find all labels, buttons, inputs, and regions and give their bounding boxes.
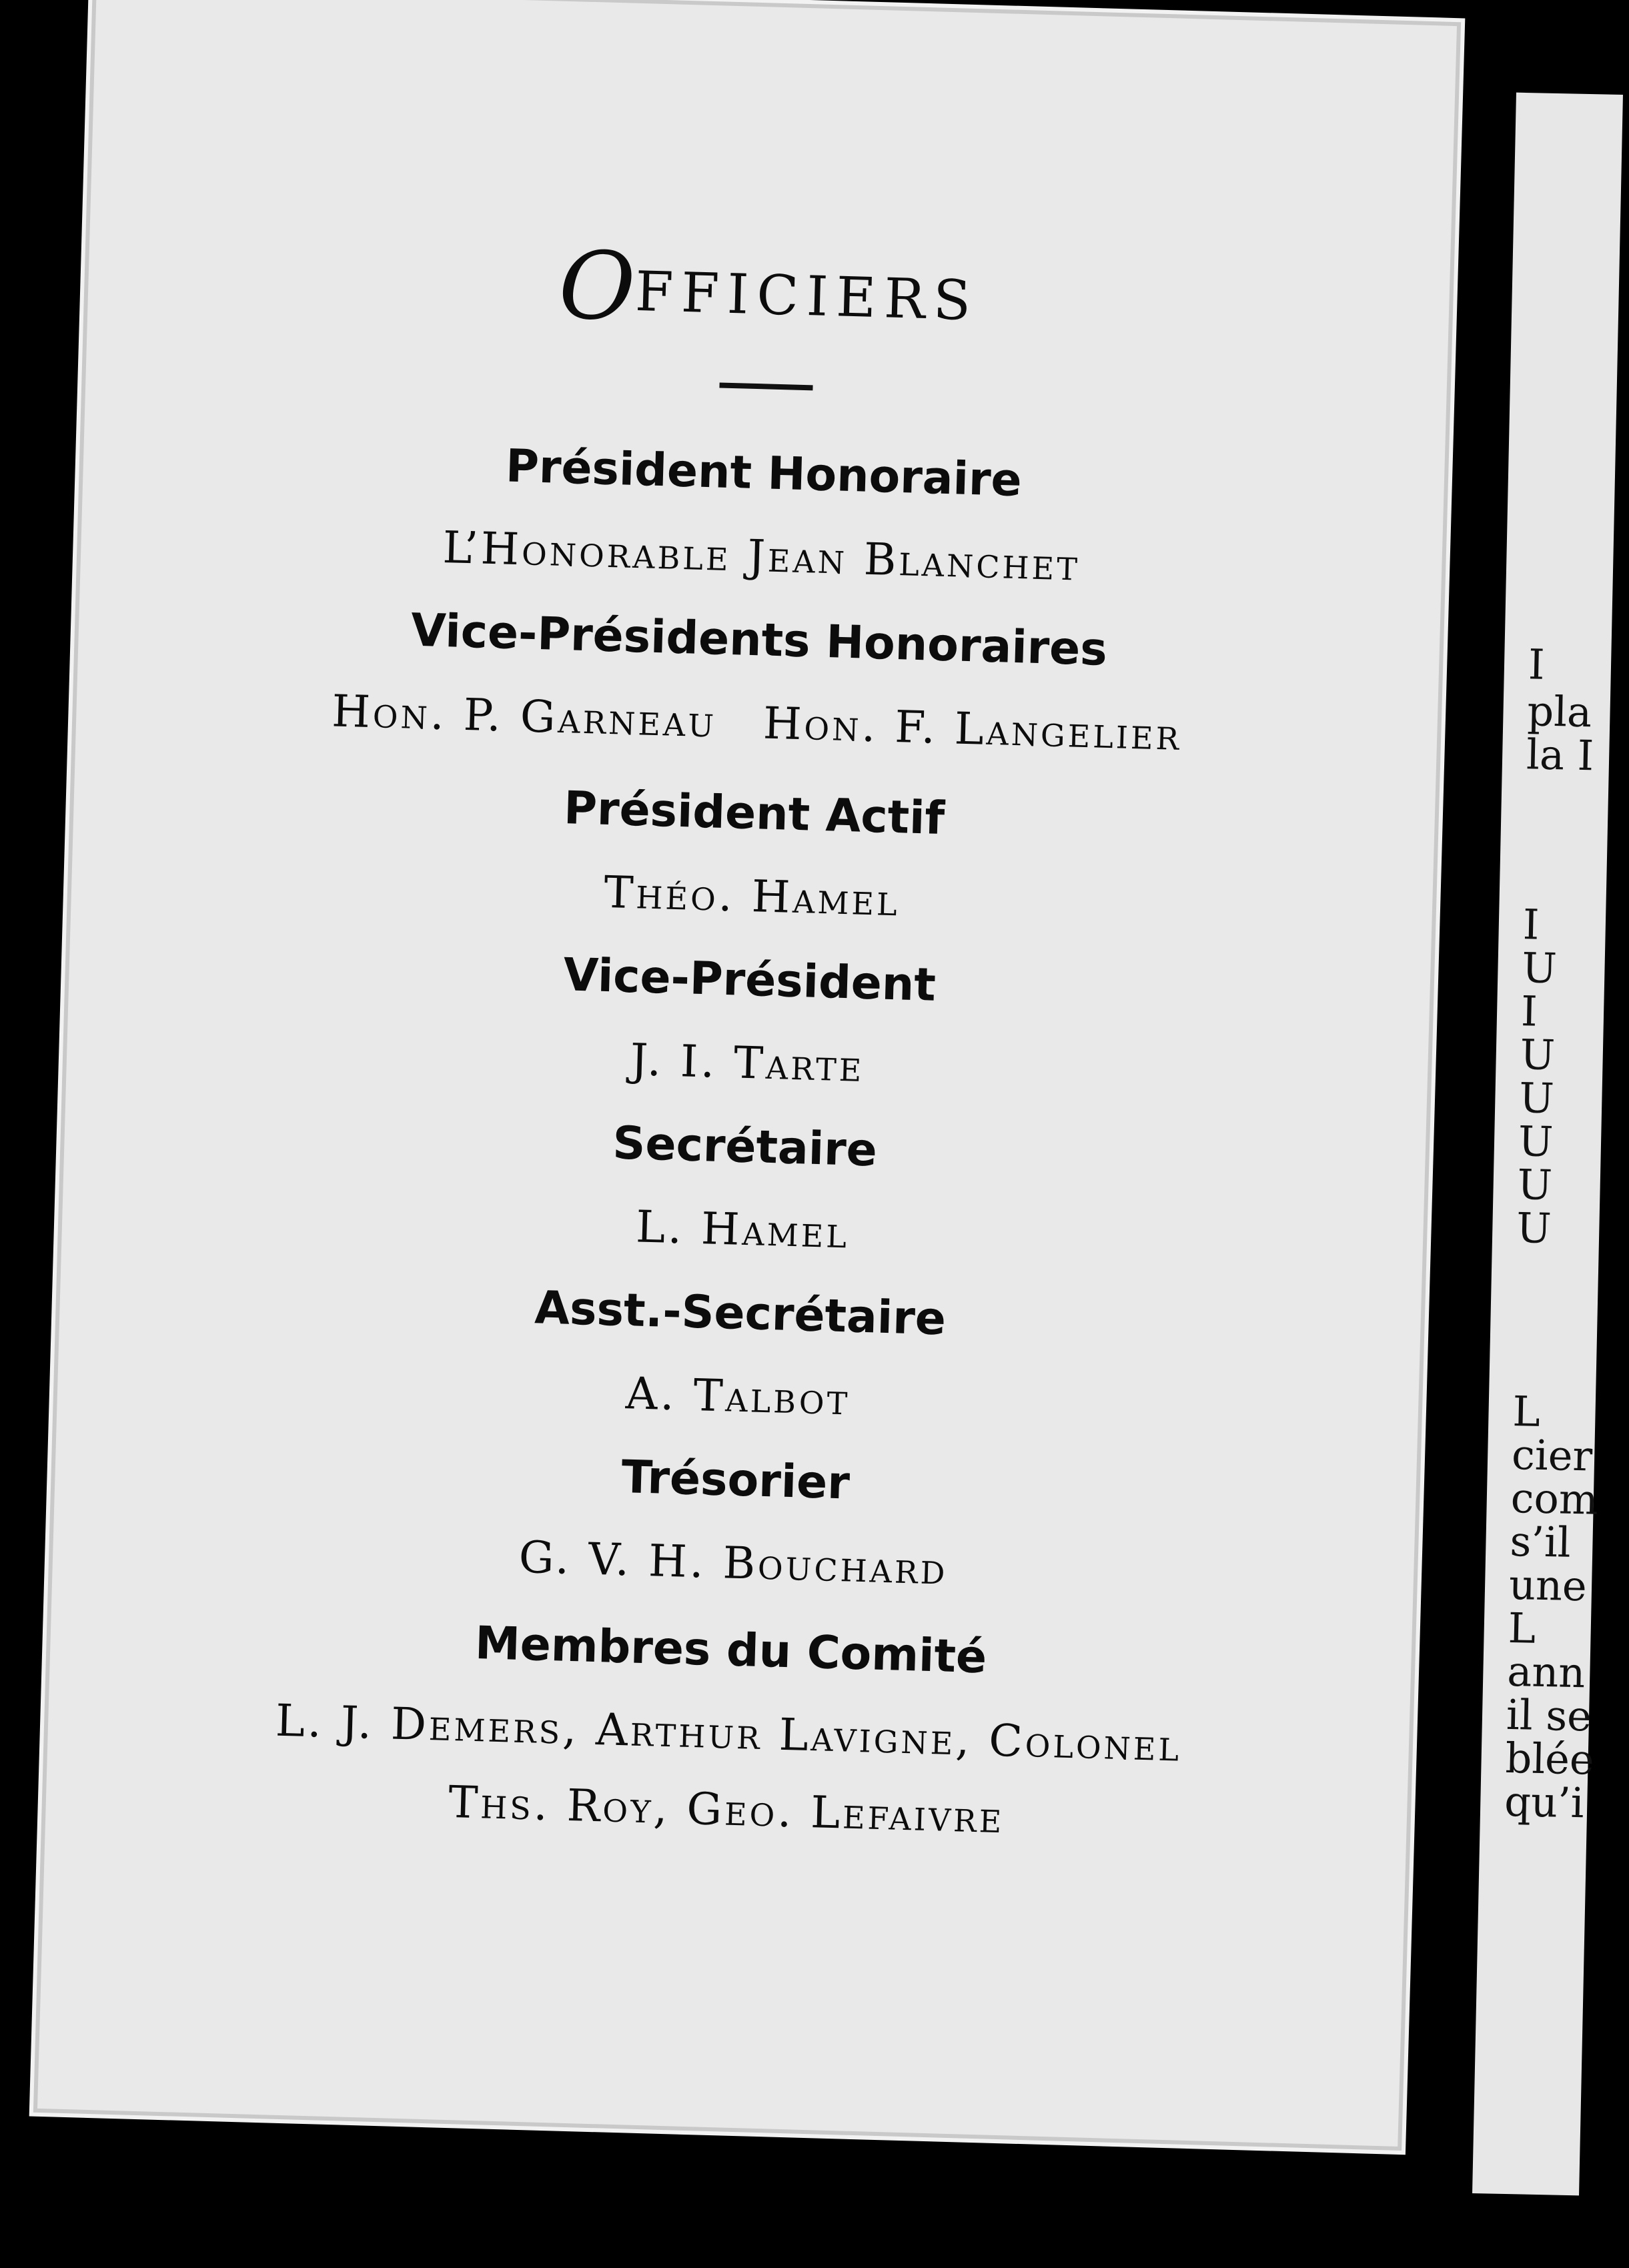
fragment: s’il — [1509, 1516, 1572, 1567]
adjacent-page-edge — [1472, 93, 1623, 2196]
heading-vice-president: Vice-Président — [562, 949, 937, 1012]
title-rest: FFICIERS — [634, 259, 980, 334]
fragment: U — [1520, 1030, 1556, 1080]
name-president-actif: Théo. Hamel — [603, 866, 901, 927]
fragment: une — [1508, 1560, 1588, 1611]
fragment: I — [1528, 640, 1546, 689]
heading-asst-secretaire: Asst.-Secrétaire — [534, 1281, 947, 1346]
heading-president-honoraire: Président Honoraire — [505, 440, 1023, 508]
name-comite-line-2: Ths. Roy, Geo. Lefaivre — [448, 1776, 1005, 1844]
fragment: L — [1508, 1603, 1536, 1653]
name-tresorier: G. V. H. Bouchard — [518, 1531, 949, 1595]
fragment: ann — [1506, 1646, 1586, 1698]
names-vice-presidents-honoraires — [76, 678, 1438, 768]
fragment: il se — [1506, 1690, 1592, 1741]
name-secretaire: L. Hamel — [635, 1201, 851, 1259]
heading-membres-du-comite: Membres du Comité — [474, 1616, 988, 1684]
fragment: com — [1510, 1473, 1599, 1524]
fragment: U — [1516, 1203, 1552, 1253]
fragment: L — [1512, 1386, 1541, 1436]
name-president-honoraire: L’Honorable Jean Blanchet — [442, 521, 1081, 591]
officers-list — [97, 0, 1457, 1844]
page-title — [87, 218, 1451, 365]
heading-president-actif: Président Actif — [563, 782, 946, 846]
title-initial: O — [557, 231, 637, 342]
document-page — [37, 0, 1457, 2147]
heading-secretaire: Secrétaire — [612, 1117, 878, 1177]
heading-tresorier: Trésorier — [620, 1450, 851, 1510]
fragment: U — [1516, 1160, 1553, 1210]
fragment: pla — [1526, 686, 1592, 737]
heading-vice-presidents-honoraires: Vice-Présidents Honoraires — [410, 604, 1108, 676]
fragment: I — [1522, 900, 1540, 949]
title-rule — [719, 382, 812, 390]
fragment: qu’i — [1504, 1776, 1585, 1828]
fragment: U — [1521, 943, 1558, 993]
fragment: blée — [1504, 1733, 1595, 1784]
name-vice-president-honoraire-1: Hon. P. Garneau — [331, 685, 718, 748]
fragment: la I — [1526, 730, 1594, 780]
name-vice-president-honoraire-2: Hon. F. Langelier — [762, 697, 1183, 760]
fragment: cier — [1511, 1430, 1593, 1481]
name-asst-secretaire: A. Talbot — [624, 1367, 851, 1426]
name-vice-president: J. I. Tarte — [629, 1034, 865, 1092]
fragment: U — [1518, 1117, 1554, 1167]
name-comite-line-1: L. J. Demers, Arthur Lavigne, Colonel — [275, 1694, 1183, 1772]
fragment: I — [1520, 987, 1538, 1036]
fragment: U — [1518, 1073, 1555, 1123]
